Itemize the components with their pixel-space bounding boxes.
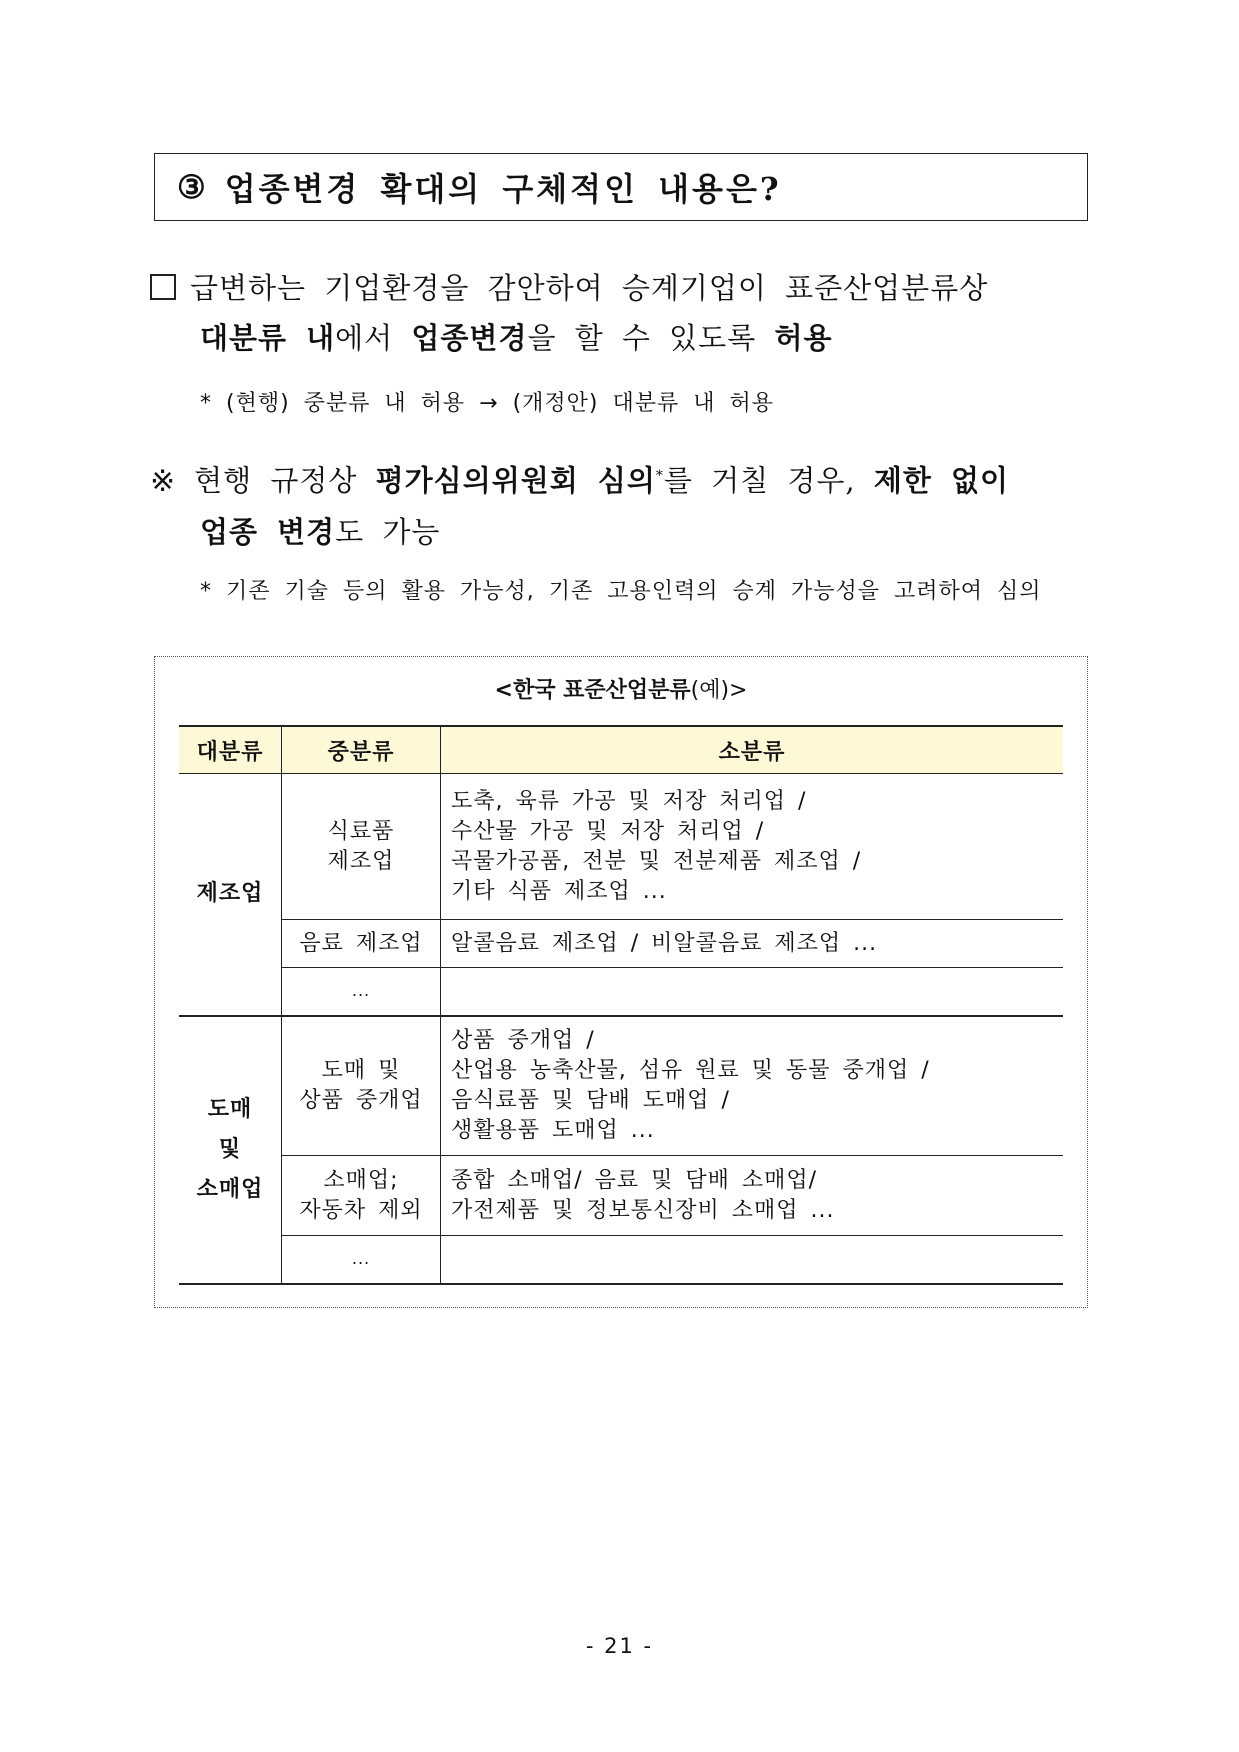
item2-bold-unlimited: 제한 없이 — [873, 463, 1009, 498]
item2-paragraph — [150, 451, 1009, 557]
header-major: 대분류 — [179, 726, 282, 774]
table-row — [179, 1236, 1063, 1284]
minor-category-cell — [441, 1236, 1064, 1284]
table-caption-main: <한국 표준산업분류 — [494, 678, 691, 703]
item1-bold-allow: 허용 — [774, 321, 833, 355]
table-header-row — [179, 726, 1063, 774]
middle-category-text: ... — [351, 981, 371, 1001]
section-title-box — [154, 153, 1088, 221]
item1-bold-change: 업종변경 — [411, 321, 528, 355]
header-minor: 소분류 — [441, 726, 1064, 774]
item2-bold-change: 업종 변경 — [200, 514, 336, 549]
minor-category-cell — [441, 920, 1064, 968]
middle-category-cell — [282, 1156, 441, 1236]
table-row — [179, 774, 1063, 920]
middle-category-cell — [282, 920, 441, 968]
minor-category-text: 상품 중개업 / — [451, 1027, 595, 1053]
minor-category-cell — [441, 1156, 1064, 1236]
item1-line2 — [150, 313, 988, 363]
minor-category-text: 생활용품 도매업 ... — [451, 1117, 655, 1143]
minor-category-text: 기타 식품 제조업 ... — [451, 878, 667, 904]
item2-bold-committee: 평가심의위원회 심의 — [375, 463, 656, 498]
middle-category-text: 음료 제조업 — [299, 930, 423, 956]
item1-text1: 에서 — [335, 321, 412, 355]
major-category-cell: 제조업 — [179, 774, 282, 1016]
table-row — [179, 968, 1063, 1016]
minor-category-text: 산업용 농축산물, 섬유 원료 및 동물 중개업 / — [451, 1057, 930, 1083]
header-middle: 중분류 — [282, 726, 441, 774]
middle-category-text: 소매업; — [323, 1167, 399, 1193]
minor-category-text: 알콜음료 제조업 / 비알콜음료 제조업 ... — [451, 930, 878, 956]
minor-category-cell — [441, 774, 1064, 920]
minor-category-cell — [441, 1016, 1064, 1156]
checkbox-bullet-icon — [150, 274, 176, 300]
middle-category-cell — [282, 1016, 441, 1156]
item1-note: * (현행) 중분류 내 허용 → (개정안) 대분류 내 허용 — [200, 391, 774, 416]
section-title: 업종변경 확대의 구체적인 내용은? — [224, 170, 782, 208]
table-row — [179, 920, 1063, 968]
middle-category-text: 식료품 — [327, 818, 395, 844]
item1-paragraph — [150, 263, 988, 363]
item1-bold-major: 대분류 내 — [200, 321, 336, 355]
item2-text1: 현행 규정상 — [194, 463, 376, 498]
item1-line1: 급변하는 기업환경을 감안하여 승계기업이 표준산업분류상 — [190, 271, 989, 305]
minor-category-text: 음식료품 및 담배 도매업 / — [451, 1087, 730, 1113]
classification-table — [179, 725, 1063, 1285]
item2-footnote-mark: * — [655, 468, 664, 484]
section-number: ③ — [177, 168, 209, 206]
table-row — [179, 1016, 1063, 1156]
minor-category-text: 가전제품 및 정보통신장비 소매업 ... — [451, 1197, 835, 1223]
item2-line2 — [150, 507, 1009, 557]
table-row — [179, 1156, 1063, 1236]
reference-mark-icon: ※ — [150, 463, 177, 499]
minor-category-cell — [441, 968, 1064, 1016]
middle-category-text: ... — [351, 1249, 371, 1269]
minor-category-text: 곡물가공품, 전분 및 전분제품 제조업 / — [451, 848, 862, 874]
item2-note: * 기존 기술 등의 활용 가능성, 기존 고용인력의 승계 가능성을 고려하여 심의 — [200, 579, 1042, 604]
major-category-cell: 도매 및 소매업 — [179, 1016, 282, 1284]
item2-text3: 도 가능 — [335, 514, 441, 549]
middle-category-cell — [282, 774, 441, 920]
table-caption — [155, 673, 1087, 704]
middle-category-cell — [282, 1236, 441, 1284]
middle-category-text: 제조업 — [327, 848, 395, 874]
minor-category-text: 도축, 육류 가공 및 저장 처리업 / — [451, 788, 807, 814]
minor-category-text: 종합 소매업/ 음료 및 담배 소매업/ — [451, 1167, 818, 1193]
middle-category-cell — [282, 968, 441, 1016]
middle-category-text: 자동차 제외 — [299, 1197, 423, 1223]
minor-category-text: 수산물 가공 및 저장 처리업 / — [451, 818, 765, 844]
middle-category-text: 도매 및 — [321, 1057, 401, 1083]
item2-text2: 를 거칠 경우, — [663, 463, 874, 498]
middle-category-text: 상품 중개업 — [299, 1087, 423, 1113]
classification-table-box — [154, 656, 1088, 1308]
table-caption-suffix: (예)> — [690, 678, 748, 703]
page-number: - 21 - — [585, 1634, 654, 1658]
item1-text2: 을 할 수 있도록 — [527, 321, 775, 355]
